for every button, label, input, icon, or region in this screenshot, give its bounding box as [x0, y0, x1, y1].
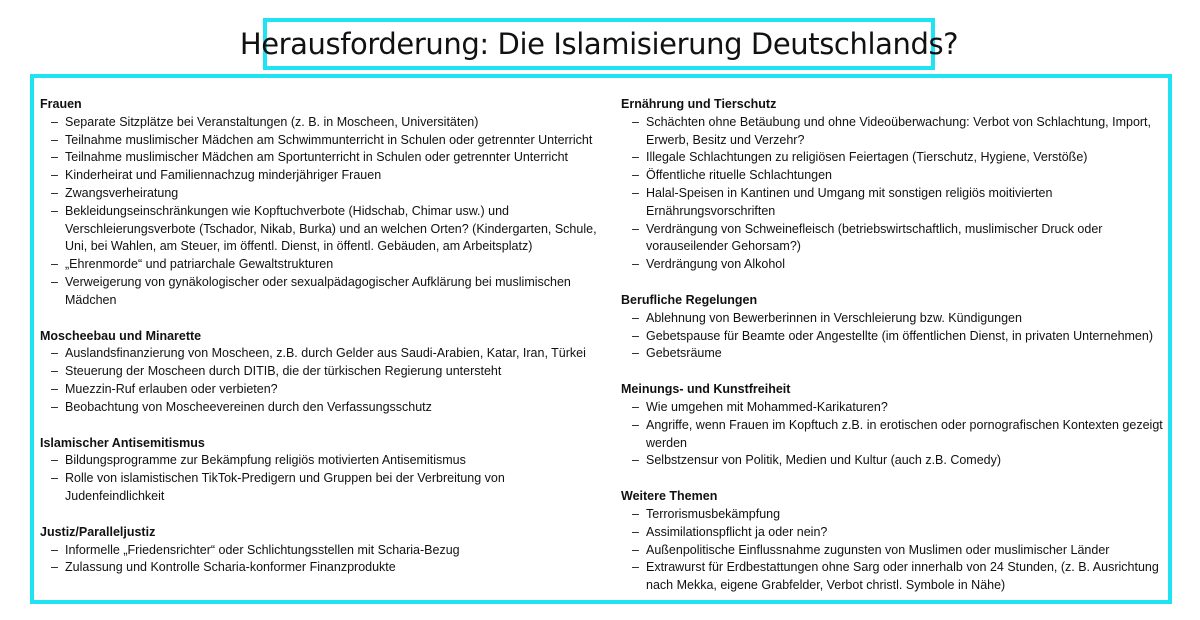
list-item: [40, 345, 600, 363]
list-item: [621, 559, 1166, 595]
list-item-text: Öffentliche rituelle Schlachtungen: [646, 168, 832, 183]
list-item: [40, 185, 600, 203]
list-item: [621, 345, 1166, 363]
list-item: [621, 256, 1166, 274]
list-item-text: Außenpolitische Einflussnahme zugunsten von Muslimen oder muslimischer Länder: [646, 542, 1110, 557]
title-box: [239, 18, 959, 70]
list-item: [40, 114, 600, 132]
topic-section: [621, 381, 1166, 470]
topic-section: [621, 96, 1166, 274]
dash-bullet-icon: –: [51, 542, 58, 557]
bullet-list: [621, 310, 1166, 363]
list-item: [40, 542, 600, 560]
section-heading: Ernährung und Tierschutz: [621, 97, 777, 111]
section-heading: Islamischer Antisemitismus: [40, 435, 205, 450]
list-item: [40, 399, 600, 417]
dash-bullet-icon: –: [51, 257, 58, 272]
dash-bullet-icon: –: [632, 257, 639, 272]
list-item: [40, 256, 600, 274]
list-item: [621, 185, 1166, 221]
list-item: [621, 542, 1166, 560]
section-heading: Justiz/Paralleljustiz: [40, 524, 156, 539]
list-item-text: Illegale Schlachtungen zu religiösen Feiertagen (Tierschutz, Hygiene, Verstöße): [646, 150, 1088, 165]
list-item: [621, 399, 1166, 417]
list-item-text: Bekleidungseinschränkungen wie Kopftuchverbote (Hidschab, Chimar usw.) und Verschleierungsverbote (Tschador, Nikab, Burka) und an welchen Orten? (Kindergarten, Schule, Uni, bei Wahlen, am Steuer, im öffentl. Dienst, in öffentl. Gebäuden, am Arbeitsplatz): [65, 203, 597, 254]
list-item-text: Angriffe, wenn Frauen im Kopftuch z.B. in erotischen oder pornografischen Kontexten gezeigt werden: [646, 417, 1163, 450]
list-item-text: Verdrängung von Alkohol: [646, 257, 785, 272]
list-item-text: Muezzin-Ruf erlauben oder verbieten?: [65, 381, 278, 396]
dash-bullet-icon: –: [51, 114, 58, 129]
dash-bullet-icon: –: [632, 506, 639, 521]
list-item-text: Verdrängung von Schweinefleisch (betriebswirtschaftlich, muslimischer Druck oder vorauseilender Gehorsam?): [646, 221, 1103, 254]
dash-bullet-icon: –: [632, 310, 639, 325]
page-title: Herausforderung: Die Islamisierung Deutschlands?: [239, 27, 959, 61]
list-item-text: Terrorismusbekämpfung: [646, 506, 781, 521]
dash-bullet-icon: –: [51, 168, 58, 183]
dash-bullet-icon: –: [51, 560, 58, 575]
list-item: [40, 381, 600, 399]
list-item: [40, 559, 600, 577]
list-item: [40, 363, 600, 381]
list-item-text: Extrawurst für Erdbestattungen ohne Sarg oder innerhalb von 24 Stunden, (z. B. Ausrichtung nach Mekka, eigene Grabfelder, Verbot christl. Symbole in Nähe): [646, 560, 1159, 593]
dash-bullet-icon: –: [632, 542, 639, 557]
list-item: [40, 203, 600, 256]
section-heading: Frauen: [40, 97, 82, 111]
list-item: [621, 328, 1166, 346]
list-item: [40, 274, 600, 310]
bullet-list: [621, 399, 1166, 470]
section-heading: Berufliche Regelungen: [621, 292, 758, 307]
list-item-text: Rolle von islamistischen TikTok-Predigern und Gruppen bei der Verbreitung von Judenfeindlichkeit: [65, 471, 505, 503]
list-item: [621, 524, 1166, 542]
list-item-text: Teilnahme muslimischer Mädchen am Schwimmunterricht in Schulen oder getrennter Unterricht: [65, 132, 593, 147]
list-item: [40, 167, 600, 185]
topic-section: [40, 328, 600, 417]
list-item-text: Verweigerung von gynäkologischer oder sexualpädagogischer Aufklärung bei muslimischen Mädchen: [65, 274, 571, 307]
list-item-text: „Ehrenmorde“ und patriarchale Gewaltstrukturen: [65, 257, 334, 272]
content-box: [30, 74, 1172, 604]
list-item: [621, 149, 1166, 167]
list-item-text: Informelle „Friedensrichter“ oder Schlichtungsstellen mit Scharia-Bezug: [65, 542, 460, 557]
list-item: [40, 149, 600, 167]
dash-bullet-icon: –: [51, 381, 58, 396]
bullet-list: [621, 114, 1166, 274]
dash-bullet-icon: –: [632, 221, 639, 236]
topic-section: [621, 292, 1166, 363]
dash-bullet-icon: –: [51, 399, 58, 414]
list-item: [40, 470, 600, 506]
list-item-text: Assimilationspflicht ja oder nein?: [646, 524, 828, 539]
dash-bullet-icon: –: [632, 114, 639, 129]
list-item-text: Wie umgehen mit Mohammed-Karikaturen?: [646, 399, 888, 414]
dash-bullet-icon: –: [632, 168, 639, 183]
dash-bullet-icon: –: [632, 453, 639, 468]
bullet-list: [621, 506, 1166, 595]
list-item-text: Gebetspause für Beamte oder Angestellte (im öffentlichen Dienst, in privaten Unternehmen): [646, 328, 1153, 343]
list-item-text: Teilnahme muslimischer Mädchen am Sportunterricht in Schulen oder getrennter Unterricht: [65, 150, 569, 165]
list-item-text: Selbstzensur von Politik, Medien und Kultur (auch z.B. Comedy): [646, 453, 1002, 468]
topic-section: [40, 524, 600, 577]
bullet-list: [40, 452, 600, 505]
bullet-list: [40, 542, 600, 578]
dash-bullet-icon: –: [632, 328, 639, 343]
list-item: [621, 452, 1166, 470]
dash-bullet-icon: –: [51, 185, 58, 200]
list-item-text: Zulassung und Kontrolle Scharia-konformer Finanzprodukte: [65, 560, 396, 575]
dash-bullet-icon: –: [632, 399, 639, 414]
dash-bullet-icon: –: [51, 471, 58, 486]
list-item-text: Kinderheirat und Familiennachzug minderjähriger Frauen: [65, 168, 382, 183]
list-item: [621, 417, 1166, 453]
list-item-text: Halal-Speisen in Kantinen und Umgang mit sonstigen religiös moitivierten Ernährungsvorschriften: [646, 185, 1053, 218]
list-item-text: Steuerung der Moscheen durch DITIB, die der türkischen Regierung untersteht: [65, 364, 502, 379]
section-heading: Moscheebau und Minarette: [40, 328, 202, 343]
section-heading: Weitere Themen: [621, 489, 718, 504]
list-item-text: Gebetsräume: [646, 346, 722, 361]
dash-bullet-icon: –: [51, 364, 58, 379]
list-item: [40, 452, 600, 470]
dash-bullet-icon: –: [632, 185, 639, 200]
dash-bullet-icon: –: [632, 150, 639, 165]
list-item-text: Separate Sitzplätze bei Veranstaltungen (z. B. in Moscheen, Universitäten): [65, 114, 479, 129]
list-item: [621, 506, 1166, 524]
dash-bullet-icon: –: [51, 274, 58, 289]
list-item-text: Ablehnung von Bewerberinnen in Verschleierung bzw. Kündigungen: [646, 310, 1022, 325]
dash-bullet-icon: –: [632, 417, 639, 432]
list-item-text: Beobachtung von Moscheevereinen durch den Verfassungsschutz: [65, 399, 432, 414]
right-column: [621, 96, 1166, 613]
dash-bullet-icon: –: [51, 150, 58, 165]
list-item-text: Bildungsprogramme zur Bekämpfung religiös motivierten Antisemitismus: [65, 453, 466, 468]
dash-bullet-icon: –: [51, 453, 58, 468]
list-item-text: Auslandsfinanzierung von Moscheen, z.B. durch Gelder aus Saudi-Arabien, Katar, Iran, Türkei: [65, 346, 586, 361]
topic-section: [621, 488, 1166, 595]
dash-bullet-icon: –: [51, 132, 58, 147]
list-item-text: Schächten ohne Betäubung und ohne Videoüberwachung: Verbot von Schlachtung, Import, Erwerb, Besitz und Verzehr?: [646, 114, 1152, 147]
dash-bullet-icon: –: [632, 346, 639, 361]
list-item: [40, 132, 600, 150]
dash-bullet-icon: –: [51, 346, 58, 361]
dash-bullet-icon: –: [632, 524, 639, 539]
list-item: [621, 221, 1166, 257]
dash-bullet-icon: –: [632, 560, 639, 575]
section-heading: Meinungs- und Kunstfreiheit: [621, 382, 791, 397]
left-column: [40, 96, 600, 595]
list-item-text: Zwangsverheiratung: [65, 185, 179, 200]
topic-section: [40, 96, 600, 310]
topic-section: [40, 435, 600, 506]
bullet-list: [40, 345, 600, 416]
list-item: [621, 167, 1166, 185]
bullet-list: [40, 114, 600, 310]
list-item: [621, 310, 1166, 328]
list-item: [621, 114, 1166, 150]
dash-bullet-icon: –: [51, 203, 58, 218]
